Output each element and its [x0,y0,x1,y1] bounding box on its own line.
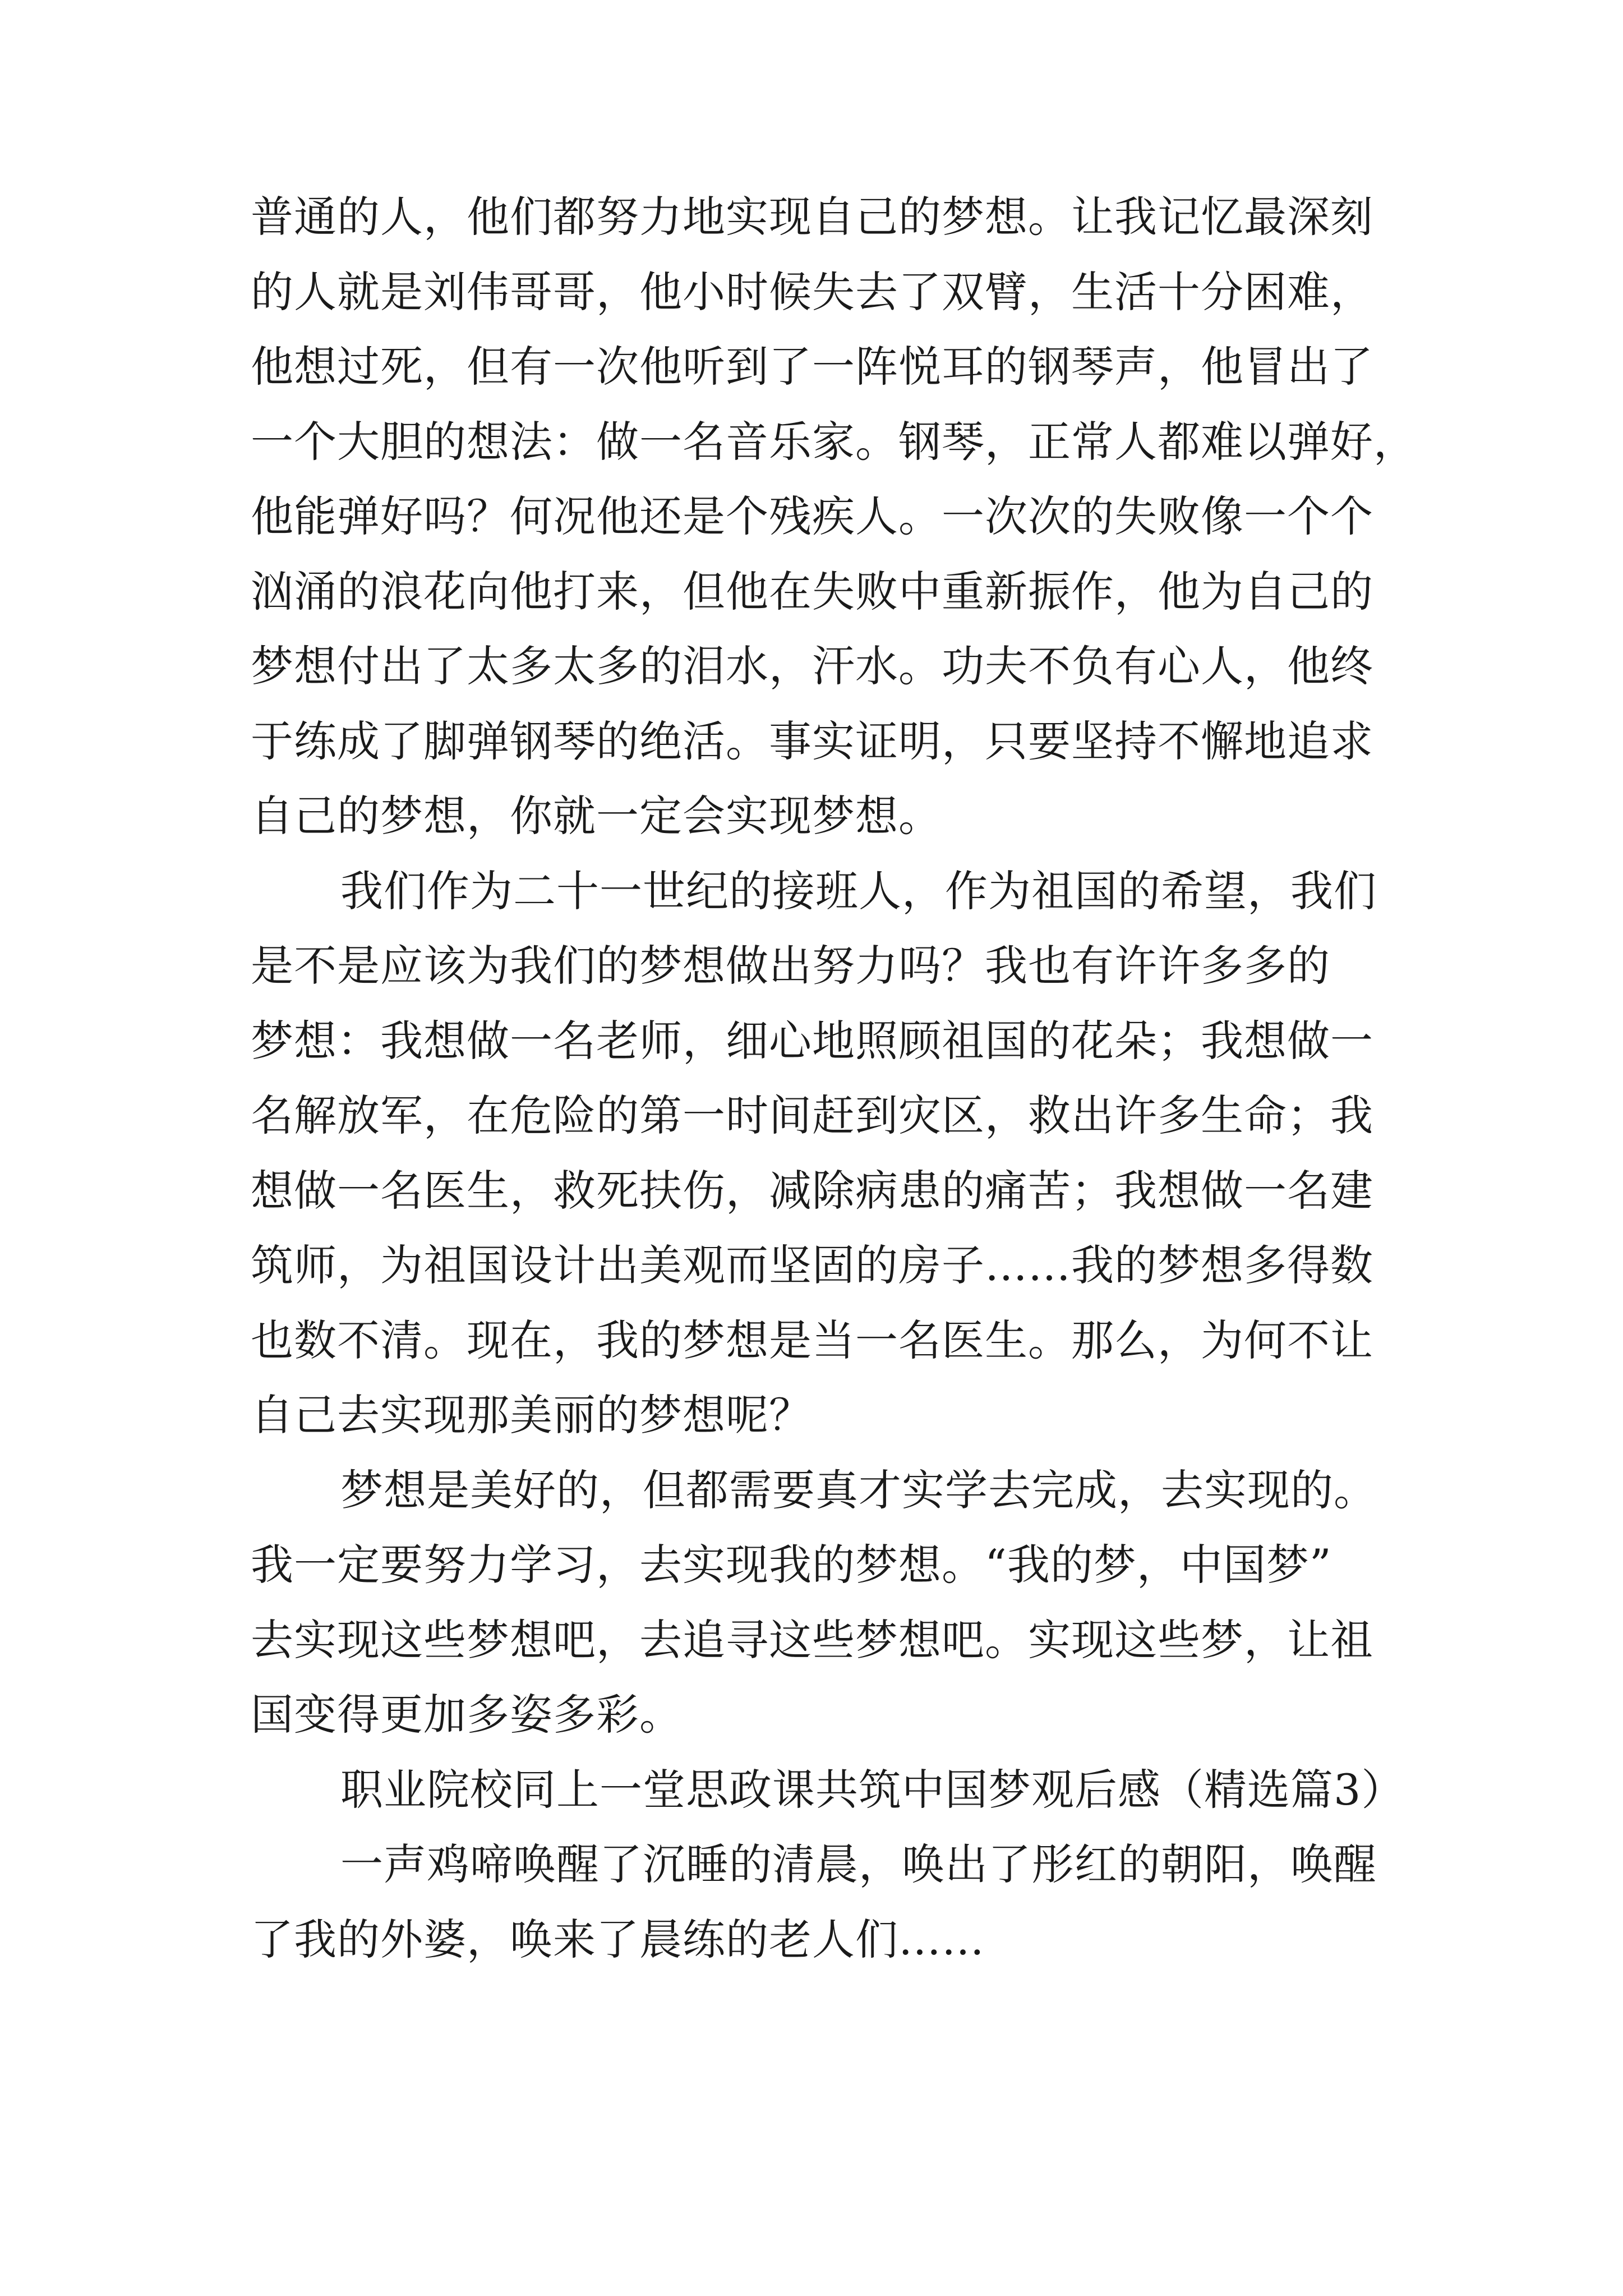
text-line: 筑师，为祖国设计出美观而坚固的房子……我的梦想多得数 [251,1240,1373,1290]
text-line: 普通的人，他们都努力地实现自己的梦想。让我记忆最深刻 [251,192,1373,242]
text-line: 国变得更加多姿多彩。 [251,1690,683,1740]
text-line: 他能弹好吗？何况他还是个残疾人。一次次的失败像一个个 [251,491,1373,541]
text-line: 自己去实现那美丽的梦想呢？ [251,1390,812,1440]
text-line: 梦想付出了太多太多的泪水，汗水。功夫不负有心人，他终 [251,641,1373,691]
text-line: 也数不清。现在，我的梦想是当一名医生。那么，为何不让 [251,1315,1373,1365]
text-line: 自己的梦想，你就一定会实现梦想。 [251,791,942,841]
text-line: 我一定要努力学习，去实现我的梦想。“我的梦，中国梦” [251,1540,1332,1590]
text-line: 去实现这些梦想吧，去追寻这些梦想吧。实现这些梦，让祖 [251,1614,1373,1665]
text-line: 梦想：我想做一名老师，细心地照顾祖国的花朵；我想做一 [251,1015,1373,1066]
text-line: 想做一名医生，救死扶伤，减除病患的痛苦；我想做一名建 [251,1165,1373,1216]
paragraph-start-line: 梦想是美好的，但都需要真才实学去完成，去实现的。 [340,1465,1377,1515]
text-line: 的人就是刘伟哥哥，他小时候失去了双臂，生活十分困难， [251,266,1373,317]
text-line: 是不是应该为我们的梦想做出努力吗？我也有许许多多的 [251,941,1330,991]
text-line: 他想过死，但有一次他听到了一阵悦耳的钢琴声，他冒出了 [251,342,1373,392]
section-heading: 职业院校同上一堂思政课共筑中国梦观后感（精选篇3） [340,1764,1405,1815]
text-line: 一个大胆的想法：做一名音乐家。钢琴，正常人都难以弹好， [251,416,1417,467]
document-body [251,180,1417,1977]
paragraph-start-line: 我们作为二十一世纪的接班人，作为祖国的希望，我们 [340,866,1377,916]
paragraph-start-line: 一声鸡啼唤醒了沉睡的清晨，唤出了彤红的朝阳，唤醒 [340,1839,1377,1889]
text-line: 于练成了脚弹钢琴的绝活。事实证明，只要坚持不懈地追求 [251,716,1373,766]
text-line: 汹涌的浪花向他打来，但他在失败中重新振作，他为自己的 [251,566,1373,616]
text-line: 名解放军，在危险的第一时间赶到灾区，救出许多生命；我 [251,1091,1373,1140]
text-line: 了我的外婆，唤来了晨练的老人们…… [251,1914,985,1964]
